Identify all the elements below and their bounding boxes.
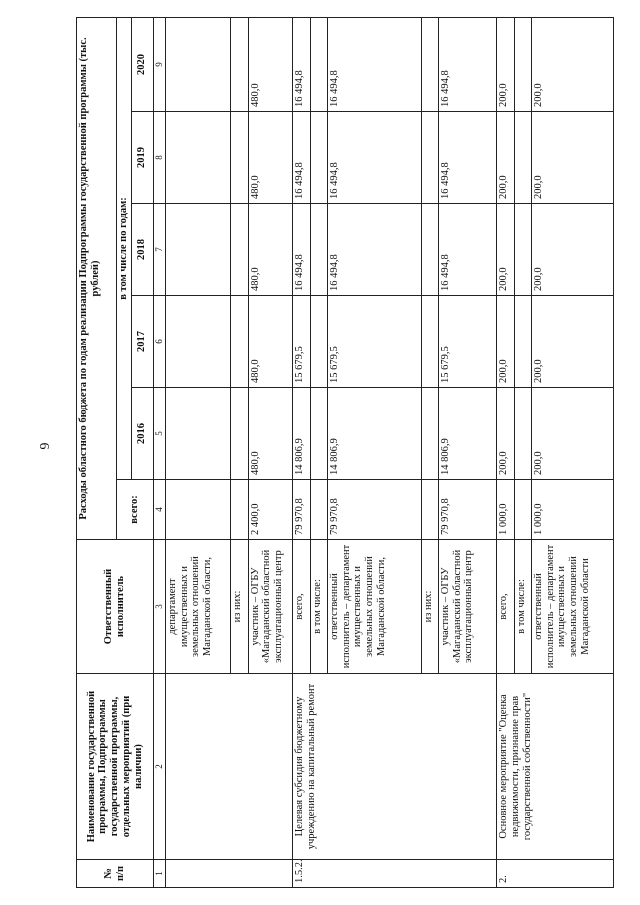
row-value xyxy=(310,388,327,480)
row-executor: в том числе: xyxy=(310,540,327,674)
row-total: 1 000,0 xyxy=(531,480,613,540)
row-value: 16 494,8 xyxy=(327,204,421,296)
row-value: 16 494,8 xyxy=(438,17,497,111)
row-value: 16 494,8 xyxy=(327,112,421,204)
row-value: 200,0 xyxy=(531,296,613,388)
row-value xyxy=(231,204,248,296)
row-executor: всего, xyxy=(293,540,310,674)
row-value: 480,0 xyxy=(248,388,293,480)
index-cell: 1 xyxy=(153,860,165,888)
row-value xyxy=(165,112,231,204)
header-year: 2016 xyxy=(131,388,153,480)
row-num: 2. xyxy=(497,860,614,888)
row-value: 16 494,8 xyxy=(327,17,421,111)
row-total: 79 970,8 xyxy=(327,480,421,540)
row-value xyxy=(310,204,327,296)
row-value: 16 494,8 xyxy=(293,204,310,296)
row-total xyxy=(310,480,327,540)
row-value: 14 806,9 xyxy=(327,388,421,480)
budget-table xyxy=(76,17,614,888)
row-value: 480,0 xyxy=(248,204,293,296)
row-total xyxy=(514,480,531,540)
header-name: Наименование государственной программы, Подпрограммы государственной программы, отдельных мероприятий (при наличии) xyxy=(77,674,154,860)
table-body xyxy=(165,17,613,887)
header-year: 2019 xyxy=(131,112,153,204)
header-by-years: в том числе по годам: xyxy=(117,17,132,479)
row-value: 200,0 xyxy=(531,17,613,111)
row-executor: ответственный исполнитель – департамент имущественных и земельных отношений Магаданской области, xyxy=(327,540,421,674)
row-value xyxy=(421,112,438,204)
row-value xyxy=(310,296,327,388)
row-value xyxy=(421,296,438,388)
row-total: 79 970,8 xyxy=(293,480,310,540)
rotated-table-wrapper xyxy=(76,18,614,888)
table-row xyxy=(293,17,310,887)
row-executor: департамент имущественных и земельных отношений Магаданской области, xyxy=(165,540,231,674)
row-value: 14 806,9 xyxy=(438,388,497,480)
row-value: 16 494,8 xyxy=(438,112,497,204)
row-value xyxy=(165,17,231,111)
row-executor: участник – ОГБУ «Магаданский областной эксплуатационный центр xyxy=(248,540,293,674)
row-value xyxy=(514,112,531,204)
index-cell: 8 xyxy=(153,112,165,204)
table-row xyxy=(497,17,514,887)
row-value: 16 494,8 xyxy=(438,204,497,296)
row-value: 15 679,5 xyxy=(293,296,310,388)
row-value xyxy=(231,296,248,388)
row-value xyxy=(231,112,248,204)
table-header xyxy=(77,17,166,887)
row-name: Основное мероприятие "Оценка недвижимости, признание прав государственной собственности" xyxy=(497,674,614,860)
row-executor: из них: xyxy=(421,540,438,674)
row-total xyxy=(231,480,248,540)
row-value: 15 679,5 xyxy=(438,296,497,388)
header-total: всего: xyxy=(117,480,154,540)
index-cell: 2 xyxy=(153,674,165,860)
row-value xyxy=(165,296,231,388)
page-number: 6 xyxy=(36,442,51,450)
row-value: 480,0 xyxy=(248,17,293,111)
index-cell: 3 xyxy=(153,540,165,674)
row-total: 2 400,0 xyxy=(248,480,293,540)
row-value: 15 679,5 xyxy=(327,296,421,388)
row-value: 200,0 xyxy=(497,204,514,296)
row-num: 1.5.2. xyxy=(293,860,497,888)
row-total: 1 000,0 xyxy=(497,480,514,540)
index-cell: 4 xyxy=(153,480,165,540)
row-value xyxy=(310,112,327,204)
row-value: 480,0 xyxy=(248,296,293,388)
row-name xyxy=(165,674,293,860)
row-value: 200,0 xyxy=(531,388,613,480)
row-num xyxy=(165,860,293,888)
row-total: 79 970,8 xyxy=(438,480,497,540)
table-row xyxy=(165,17,231,887)
row-value xyxy=(310,17,327,111)
row-executor: ответственный исполнитель – департамент имущественных и земельных отношений Магаданской области xyxy=(531,540,613,674)
row-value xyxy=(231,17,248,111)
row-value: 200,0 xyxy=(497,296,514,388)
row-value xyxy=(165,388,231,480)
row-executor: всего, xyxy=(497,540,514,674)
row-value: 200,0 xyxy=(531,204,613,296)
row-value xyxy=(421,17,438,111)
row-executor: в том числе: xyxy=(514,540,531,674)
row-value xyxy=(514,204,531,296)
index-cell: 9 xyxy=(153,17,165,111)
row-executor: участник – ОГБУ «Магаданский областной эксплуатационный центр xyxy=(438,540,497,674)
row-value: 480,0 xyxy=(248,112,293,204)
header-year: 2018 xyxy=(131,204,153,296)
row-value xyxy=(231,388,248,480)
row-value xyxy=(421,204,438,296)
row-name: Целевая субсидия бюджетному учреждению на капитальный ремонт xyxy=(293,674,497,860)
row-value: 200,0 xyxy=(497,112,514,204)
index-cell: 7 xyxy=(153,204,165,296)
row-value xyxy=(514,17,531,111)
row-value: 14 806,9 xyxy=(293,388,310,480)
index-row xyxy=(153,17,165,887)
index-cell: 6 xyxy=(153,296,165,388)
row-value: 200,0 xyxy=(531,112,613,204)
index-cell: 5 xyxy=(153,388,165,480)
row-total xyxy=(421,480,438,540)
row-value: 16 494,8 xyxy=(293,112,310,204)
header-year: 2017 xyxy=(131,296,153,388)
row-value: 200,0 xyxy=(497,388,514,480)
row-value xyxy=(165,204,231,296)
row-value xyxy=(514,388,531,480)
header-num: № п/п xyxy=(77,860,154,888)
header-expenses-title: Расходы областного бюджета по годам реализации Подпрограммы государственной программы (тыс. рублей) xyxy=(77,17,117,539)
header-executor: Ответственный исполнитель xyxy=(77,540,154,674)
row-value: 200,0 xyxy=(497,17,514,111)
row-value: 16 494,8 xyxy=(293,17,310,111)
row-total xyxy=(165,480,231,540)
row-executor: из них: xyxy=(231,540,248,674)
header-year: 2020 xyxy=(131,17,153,111)
row-value xyxy=(514,296,531,388)
row-value xyxy=(421,388,438,480)
